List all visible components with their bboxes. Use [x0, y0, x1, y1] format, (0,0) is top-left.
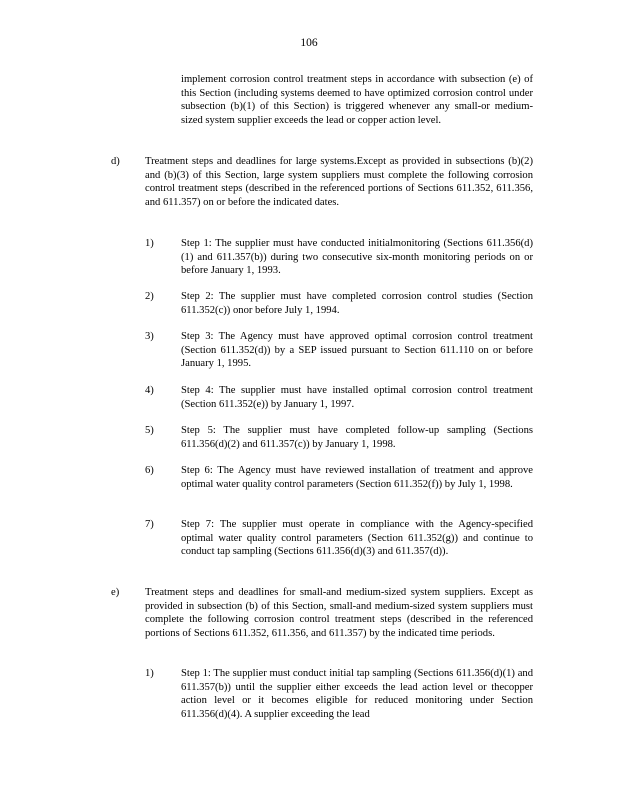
- section-e-item-1-label: 1): [145, 668, 154, 679]
- section-d-item-7-label: 7): [145, 519, 154, 530]
- section-d-item-1-label: 1): [145, 238, 154, 249]
- section-d-item-5-text: Step 5: The supplier must have completed follow-up sampling (Sections 611.356(d)(2) and 611.357(c)) by January 1, 1998.: [181, 425, 533, 450]
- section-d-item-6-text: Step 6: The Agency must have reviewed installation of treatment and approve optimal water quality control parameters (Section 611.352(f)) by July 1, 1998.: [181, 465, 533, 490]
- section-d-item-2-text: Step 2: The supplier must have completed corrosion control studies (Section 611.352(c)) onor before July 1, 1994.: [181, 291, 533, 316]
- section-d-marker: d): [111, 156, 120, 167]
- section-d-item-1-text: Step 1: The supplier must have conducted initialmonitoring (Sections 611.356(d)(1) and 611.357(b)) during two consecutive six-month monitoring periods on or before January 1, 1993.: [181, 238, 533, 277]
- intro-continuation-paragraph: implement corrosion control treatment steps in accordance with subsection (e) of this Section (including systems deemed to have optimized corrosion control under subsection (b)(1) of this Section) is triggered whenever any small-or medium-sized system supplier exceeds the lead or copper action level.: [181, 74, 533, 126]
- section-d-item-2-label: 2): [145, 291, 154, 302]
- section-e-paragraph: Treatment steps and deadlines for small-and medium-sized system suppliers. Except as provided in subsection (b) of this Section, small-and medium-sized system suppliers must complete the following corrosion control treatment steps (described in the referenced portions of Sections 611.352, 611.356, and 611.357) by the indicated time periods.: [145, 587, 533, 639]
- section-e-marker: e): [111, 587, 120, 598]
- section-d-item-5-label: 5): [145, 425, 154, 436]
- page-number: 106: [300, 37, 318, 49]
- section-d-item-4-text: Step 4: The supplier must have installed optimal corrosion control treatment (Section 611.352(e)) by January 1, 1997.: [181, 385, 533, 410]
- section-d-item-3-text: Step 3: The Agency must have approved optimal corrosion control treatment (Section 611.352(d)) by a SEP issued pursuant to Section 611.110 on or before January 1, 1995.: [181, 331, 533, 370]
- section-d-item-6-label: 6): [145, 465, 154, 476]
- section-d-item-3-label: 3): [145, 331, 154, 342]
- section-e-item-1-text: Step 1: The supplier must conduct initial tap sampling (Sections 611.356(d)(1) and 611.357(b)) until the supplier either exceeds the lead action level or thecopper action level or it becomes eligible for reduced monitoring under Section 611.356(d)(4). A supplier exceeding the lead: [181, 668, 533, 720]
- section-d-item-7-text: Step 7: The supplier must operate in compliance with the Agency-specified optimal water quality control parameters (Section 611.352(g)) and continue to conduct tap sampling (Sections 611.356(d)(3) and 611.357(d)).: [181, 519, 533, 558]
- section-d-paragraph: Treatment steps and deadlines for large systems.Except as provided in subsections (b)(2) and (b)(3) of this Section, large system suppliers must complete the following corrosion control treatment steps (described in the referenced portions of Sections 611.352, 611.356, and 611.357) on or before the indicated dates.: [145, 156, 533, 208]
- section-d-item-4-label: 4): [145, 385, 154, 396]
